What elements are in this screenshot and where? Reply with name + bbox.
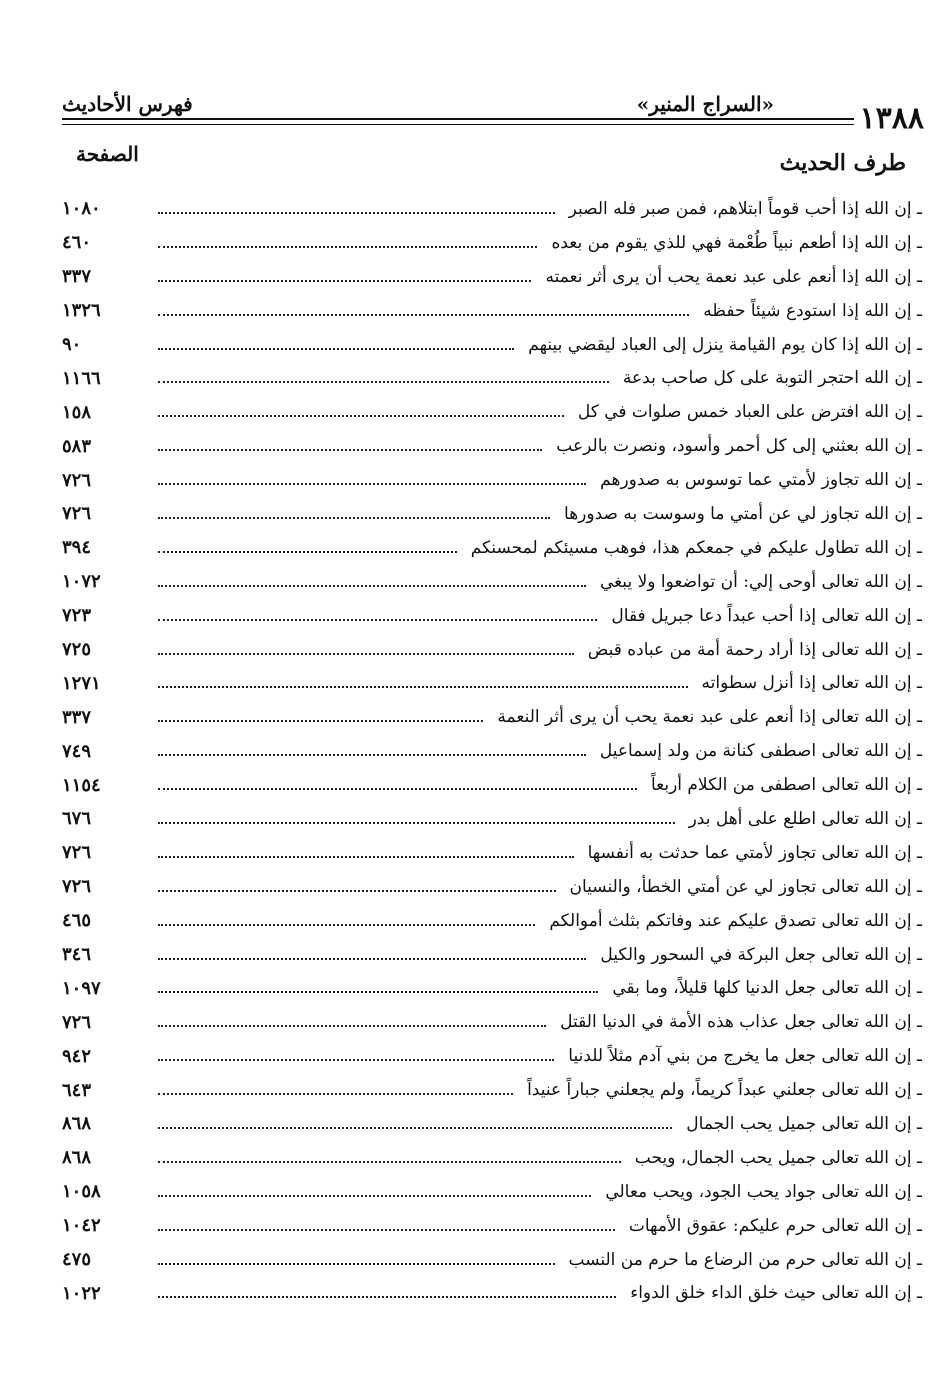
page-ref: ٥٨٣ xyxy=(62,435,92,457)
dot-leader xyxy=(158,471,586,485)
index-entry xyxy=(62,870,924,904)
hadith-text: ـ إن الله تعالى تصدق عليكم عند وفاتكم بثلث أموالكم xyxy=(549,910,922,931)
hadith-text: ـ إن الله تعالى إذا أراد رحمة أمة من عباده قبض xyxy=(587,639,922,660)
hadith-text: ـ إن الله إذا كان يوم القيامة ينزل إلى العباد ليقضي بينهم xyxy=(528,334,922,355)
header-rule-thin xyxy=(62,124,924,125)
page-ref: ١٠٤٢ xyxy=(62,1215,101,1237)
index-entry xyxy=(62,802,924,836)
page-ref: ٦٤٣ xyxy=(62,1079,92,1101)
dot-leader xyxy=(158,268,531,282)
page-ref: ٤٦٠ xyxy=(62,232,92,254)
index-entry xyxy=(62,260,924,294)
index-entry xyxy=(62,971,924,1005)
dot-leader xyxy=(158,1217,615,1231)
page-ref: ٨٦٨ xyxy=(62,1147,92,1169)
index-entry xyxy=(62,700,924,734)
dot-leader xyxy=(158,1251,555,1265)
index-entry xyxy=(62,328,924,362)
page-ref: ٤٦٥ xyxy=(62,910,92,932)
page-ref: ٣٤٦ xyxy=(62,944,92,966)
hadith-text: ـ إن الله تجاوز لي عن أمتي ما وسوست به صدورها xyxy=(564,503,922,524)
dot-leader xyxy=(158,844,574,858)
page-ref: ٧٢٦ xyxy=(62,1011,92,1033)
dot-leader xyxy=(158,810,675,824)
page-ref: ٧٤٩ xyxy=(62,740,92,762)
dot-leader xyxy=(158,437,542,451)
dot-leader xyxy=(158,641,574,655)
index-entry xyxy=(62,565,924,599)
dot-leader xyxy=(158,1115,672,1129)
dot-leader xyxy=(158,403,564,417)
index-entry xyxy=(62,497,924,531)
hadith-index-list xyxy=(62,192,924,1310)
page-ref: ١٠٥٨ xyxy=(62,1181,101,1203)
running-head xyxy=(62,84,924,136)
hadith-text: ـ إن الله تعالى حرم من الرضاع ما حرم من النسب xyxy=(568,1249,922,1270)
header-rule xyxy=(62,118,924,120)
page-ref: ١٥٨ xyxy=(62,401,92,423)
hadith-text: ـ إن الله تطاول عليكم في جمعكم هذا، فوهب مسيئكم لمحسنكم xyxy=(470,537,922,558)
index-entry xyxy=(62,666,924,700)
dot-leader xyxy=(158,1081,513,1095)
dot-leader xyxy=(158,1149,621,1163)
index-title: فهرس الأحاديث xyxy=(62,92,193,116)
hadith-text: ـ إن الله تعالى تجاوز لأمتي عما حدثت به أنفسها xyxy=(587,842,922,863)
hadith-text: ـ إن الله تعالى جواد يحب الجود، ويحب معالي xyxy=(605,1181,922,1202)
index-entry xyxy=(62,1209,924,1243)
hadith-text: ـ إن الله تعالى جعل الدنيا كلها قليلاً، وما بقي xyxy=(612,978,922,999)
index-entry xyxy=(62,294,924,328)
index-entry xyxy=(62,361,924,395)
hadith-text: ـ إن الله تعالى اصطفى من الكلام أربعاً xyxy=(650,775,922,796)
hadith-text: ـ إن الله تعالى جعل ما يخرج من بني آدم مثلاً للدنيا xyxy=(568,1046,922,1067)
index-entry xyxy=(62,599,924,633)
hadith-text: ـ إن الله افترض على العباد خمس صلوات في كل xyxy=(577,402,922,423)
dot-leader xyxy=(158,1183,591,1197)
hadith-text: ـ إن الله إذا استودع شيئاً حفظه xyxy=(703,300,922,321)
hadith-text: ـ إن الله تعالى إذا أحب عبداً دعا جبريل فقال xyxy=(611,605,922,626)
dot-leader xyxy=(158,708,483,722)
dot-leader xyxy=(158,979,598,993)
page-ref: ٤٧٥ xyxy=(62,1249,92,1271)
index-entry xyxy=(62,1243,924,1277)
dot-leader xyxy=(158,946,586,960)
index-entry xyxy=(62,1277,924,1311)
page-ref: ٩٤٢ xyxy=(62,1045,92,1067)
hadith-text: ـ إن الله تعالى حرم عليكم: عقوق الأمهات xyxy=(628,1215,922,1236)
book-title: «السراج المنير» xyxy=(636,92,774,116)
page-ref: ٣٣٧ xyxy=(62,706,92,728)
hadith-text: ـ إن الله تعالى إذا أنعم على عبد نعمة يحب أن يرى أثر النعمة xyxy=(497,707,922,728)
dot-leader xyxy=(158,234,537,248)
page-ref: ٧٢٦ xyxy=(62,876,92,898)
dot-leader xyxy=(158,369,609,383)
hadith-text: ـ إن الله تجاوز لأمتي عما توسوس به صدورهم xyxy=(600,470,922,491)
index-entry xyxy=(62,1039,924,1073)
page-ref: ٩٠ xyxy=(62,334,82,355)
hadith-text: ـ إن الله تعالى تجاوز لي عن أمتي الخطأ، والنسيان xyxy=(569,876,922,897)
dot-leader xyxy=(158,302,689,316)
page-number: ١٣٨٨ xyxy=(854,104,924,134)
index-entry xyxy=(62,768,924,802)
page-ref: ١٠٢٢ xyxy=(62,1282,101,1304)
hadith-text: ـ إن الله إذا أطعم نبياً طُعْمة فهي للذي يقوم من بعده xyxy=(551,232,922,253)
index-entry xyxy=(62,1175,924,1209)
dot-leader xyxy=(158,1047,554,1061)
page-ref: ٧٢٦ xyxy=(62,503,92,525)
page-ref: ٧٢٦ xyxy=(62,842,92,864)
dot-leader xyxy=(158,573,586,587)
page-ref: ١٠٨٠ xyxy=(62,198,101,220)
column-headers xyxy=(62,142,924,176)
hadith-text: ـ إن الله إذا أنعم على عبد نعمة يحب أن يرى أثر نعمته xyxy=(545,266,922,287)
index-entry xyxy=(62,633,924,667)
dot-leader xyxy=(158,912,535,926)
hadith-text: ـ إن الله تعالى أوحى إلي: أن تواضعوا ولا يبغي xyxy=(599,571,922,592)
page-ref: ٣٩٤ xyxy=(62,537,92,559)
dot-leader xyxy=(158,200,555,214)
hadith-text: ـ إن الله تعالى جميل يحب الجمال xyxy=(686,1113,922,1134)
index-entry xyxy=(62,1107,924,1141)
page-ref: ٧٢٣ xyxy=(62,605,92,627)
page-ref: ١٢٧١ xyxy=(62,672,101,694)
page-ref: ٧٢٦ xyxy=(62,469,92,491)
page-ref: ٦٧٦ xyxy=(62,808,92,830)
index-entry xyxy=(62,463,924,497)
dot-leader xyxy=(158,776,637,790)
index-entry xyxy=(62,531,924,565)
index-page xyxy=(62,70,924,1310)
hadith-text: ـ إن الله تعالى جميل يحب الجمال، ويحب xyxy=(634,1147,922,1168)
hadith-text: ـ إن الله إذا أحب قوماً ابتلاهم، فمن صبر فله الصبر xyxy=(568,198,922,219)
index-entry xyxy=(62,395,924,429)
hadith-text: ـ إن الله تعالى حيث خلق الداء خلق الدواء xyxy=(630,1283,922,1304)
page-ref: ١١٥٤ xyxy=(62,774,101,796)
hadith-text: ـ إن الله تعالى إذا أنزل سطواته xyxy=(701,673,922,694)
dot-leader xyxy=(158,336,514,350)
index-entry xyxy=(62,1141,924,1175)
dot-leader xyxy=(158,505,550,519)
index-entry xyxy=(62,1005,924,1039)
hadith-column-header: طرف الحديث xyxy=(779,150,906,176)
hadith-text: ـ إن الله تعالى جعلني عبداً كريماً، ولم يجعلني جباراً عنيداً xyxy=(527,1080,922,1101)
hadith-text: ـ إن الله تعالى جعل عذاب هذه الأمة في الدنيا القتل xyxy=(560,1012,922,1033)
hadith-text: ـ إن الله تعالى اصطفى كنانة من ولد إسماعيل xyxy=(599,741,922,762)
page-ref: ١٠٧٢ xyxy=(62,571,101,593)
hadith-text: ـ إن الله تعالى جعل البركة في السحور والكيل xyxy=(600,944,922,965)
dot-leader xyxy=(158,1013,546,1027)
dot-leader xyxy=(158,607,597,621)
dot-leader xyxy=(158,539,457,553)
hadith-text: ـ إن الله تعالى اطلع على أهل بدر xyxy=(688,808,922,829)
index-entry xyxy=(62,429,924,463)
page-ref: ١١٦٦ xyxy=(62,367,101,389)
dot-leader xyxy=(158,1284,616,1298)
page-column-header: الصفحة xyxy=(76,142,139,166)
dot-leader xyxy=(158,878,556,892)
index-entry xyxy=(62,1073,924,1107)
hadith-text: ـ إن الله احتجر التوبة على كل صاحب بدعة xyxy=(622,368,922,389)
index-entry xyxy=(62,226,924,260)
index-entry xyxy=(62,836,924,870)
index-entry xyxy=(62,734,924,768)
dot-leader xyxy=(158,674,688,688)
page-ref: ١٠٩٧ xyxy=(62,977,101,999)
dot-leader xyxy=(158,742,586,756)
page-ref: ٣٣٧ xyxy=(62,266,92,288)
index-entry xyxy=(62,904,924,938)
index-entry xyxy=(62,938,924,972)
page-ref: ١٣٢٦ xyxy=(62,300,101,322)
index-entry xyxy=(62,192,924,226)
hadith-text: ـ إن الله بعثني إلى كل أحمر وأسود، ونصرت بالرعب xyxy=(556,436,922,457)
page-ref: ٨٦٨ xyxy=(62,1113,92,1135)
page-ref: ٧٢٥ xyxy=(62,639,92,661)
